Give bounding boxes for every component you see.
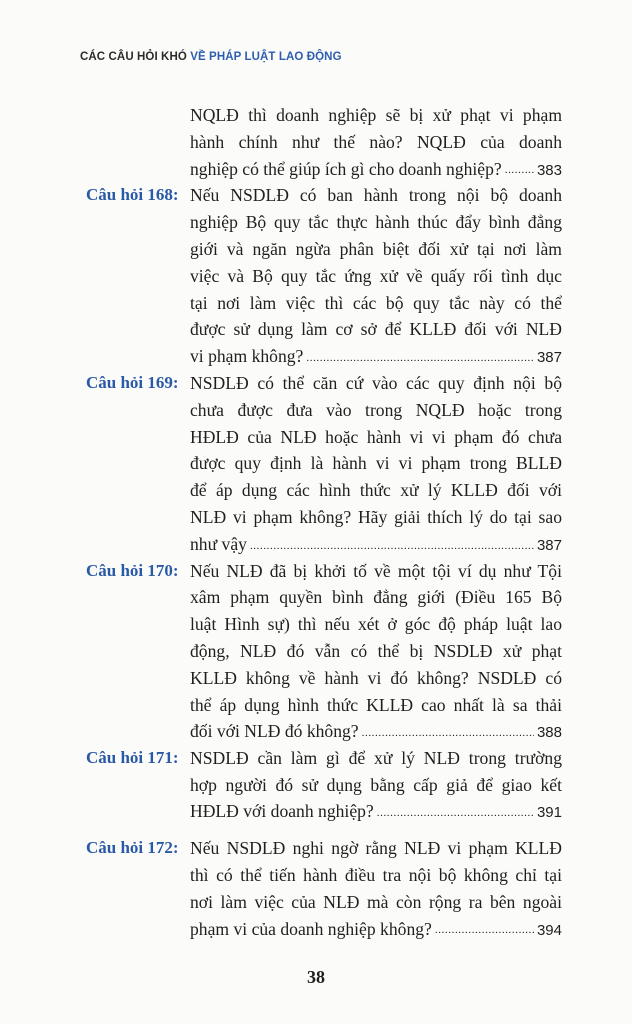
toc-entry-line: nghiệp Bộ quy tắc thực hành thúc đẩy bình đẳng (190, 212, 562, 233)
toc-entry-line: hợp người đó sử dụng bằng cấp giả để giao kết (190, 774, 562, 795)
toc-entry-line: KLLĐ không về hành vi đó không? NSDLĐ có (190, 667, 562, 688)
toc-entry-line: NQLĐ thì doanh nghiệp sẽ bị xử phạt vi phạm (190, 105, 562, 125)
toc-entry-text (190, 745, 562, 825)
toc-entry-text (190, 558, 562, 746)
toc-page-number: 388 (536, 724, 562, 742)
toc-entry-line: được sử dụng làm cơ sở để KLLĐ đối với NLĐ (190, 319, 562, 340)
toc-entry-last-line (190, 718, 562, 745)
toc-entry-line: để áp dụng các hình thức xử lý KLLĐ đối với (190, 480, 562, 501)
question-label: Câu hỏi 168: (86, 185, 179, 205)
toc-entry-last-line (190, 916, 562, 943)
toc-entry-line: NSDLĐ cần làm gì để xử lý NLĐ trong trường (190, 747, 562, 768)
toc-entry-line: hành chính như thế nào? NQLĐ của doanh (190, 131, 562, 152)
dot-leader (377, 798, 534, 825)
question-label: Câu hỏi 172: (86, 838, 179, 858)
toc-entry-line: HĐLĐ của NLĐ hoặc hành vi vi phạm đó chưa (190, 426, 562, 447)
question-label: Câu hỏi 171: (86, 747, 179, 767)
toc-entry-line: việc và Bộ quy tắc ứng xử về quấy rối tình dục (190, 265, 562, 286)
header-series-title: CÁC CÂU HỎI KHÓ (80, 51, 191, 63)
toc-entry-line: được quy định là hành vi vi phạm trong BLLĐ (190, 453, 562, 474)
toc-entry-line: thể áp dụng hình thức KLLĐ cao nhất là sa thải (190, 694, 562, 715)
toc-page-number: 383 (536, 161, 562, 179)
toc-entry-last-line (190, 531, 562, 558)
toc-entry-line: chưa được đưa vào trong NQLĐ hoặc trong (190, 399, 562, 420)
toc-entry-last-line (190, 798, 562, 825)
header-book-title: VỀ PHÁP LUẬT LAO ĐỘNG (190, 51, 342, 63)
toc-entry-line: vi phạm không? (190, 346, 304, 367)
toc-page-number: 387 (536, 536, 562, 554)
toc-entry-line: Nếu NLĐ đã bị khởi tố về một tội ví dụ như Tội (190, 560, 562, 581)
toc-entry-line: Nếu NSDLĐ có ban hành trong nội bộ doanh (190, 185, 562, 206)
toc-entry-text (190, 835, 562, 942)
toc-entry-line: thì có thể tiến hành điều tra nội bộ không chỉ tại (190, 864, 562, 885)
toc-entry-line: NLĐ vi phạm không? Hãy giải thích lý do tại sao (190, 506, 562, 527)
toc-entry-line: NSDLĐ có thể căn cứ vào các quy định nội bộ (190, 373, 562, 393)
dot-leader (250, 531, 534, 558)
dot-leader (306, 343, 534, 370)
toc-entry-line: động, NLĐ đó vẫn có thể bị NSDLĐ xử phạt (190, 640, 562, 661)
toc-entry-line: Nếu NSDLĐ nghi ngờ rằng NLĐ vi phạm KLLĐ (190, 838, 562, 859)
toc-entry-last-line (190, 156, 562, 183)
toc-entry-last-line (190, 343, 562, 370)
dot-leader (435, 916, 534, 943)
toc-page-number: 391 (536, 804, 562, 822)
toc-entry-line: phạm vi của doanh nghiệp không? (190, 918, 432, 939)
toc-entry-text (190, 182, 562, 370)
toc-entry-line: nghiệp có thể giúp ích gì cho doanh nghiệp? (190, 158, 502, 179)
toc-entry-line: đối với NLĐ đó không? (190, 721, 359, 742)
toc-page-number: 387 (536, 349, 562, 367)
toc-entry-text (190, 102, 562, 182)
page-number: 38 (307, 967, 325, 987)
toc-entry-line: như vậy (190, 533, 247, 554)
toc-entry-line: HĐLĐ với doanh nghiệp? (190, 801, 374, 822)
toc-page-number: 394 (536, 921, 562, 939)
toc-entry-text (190, 370, 562, 558)
question-label: Câu hỏi 169: (86, 373, 179, 392)
toc-entry-line: giới và ngăn ngừa phân biệt đối xử tại nơi làm (190, 238, 562, 259)
dot-leader (505, 156, 534, 183)
toc-entry-line: xâm phạm quyền bình đẳng giới (Điều 165 Bộ (190, 587, 562, 608)
running-header (80, 51, 342, 63)
toc-entry-line: tại nơi làm việc thì các bộ quy tắc này có thể (190, 292, 562, 313)
question-label: Câu hỏi 170: (86, 560, 179, 580)
toc-entry-line: nơi làm việc của NLĐ mà còn rộng ra bên ngoài (190, 891, 562, 912)
dot-leader (362, 718, 534, 745)
toc-entry-line: luật Hình sự) thì nếu xét ở góc độ pháp luật lao (190, 614, 562, 635)
